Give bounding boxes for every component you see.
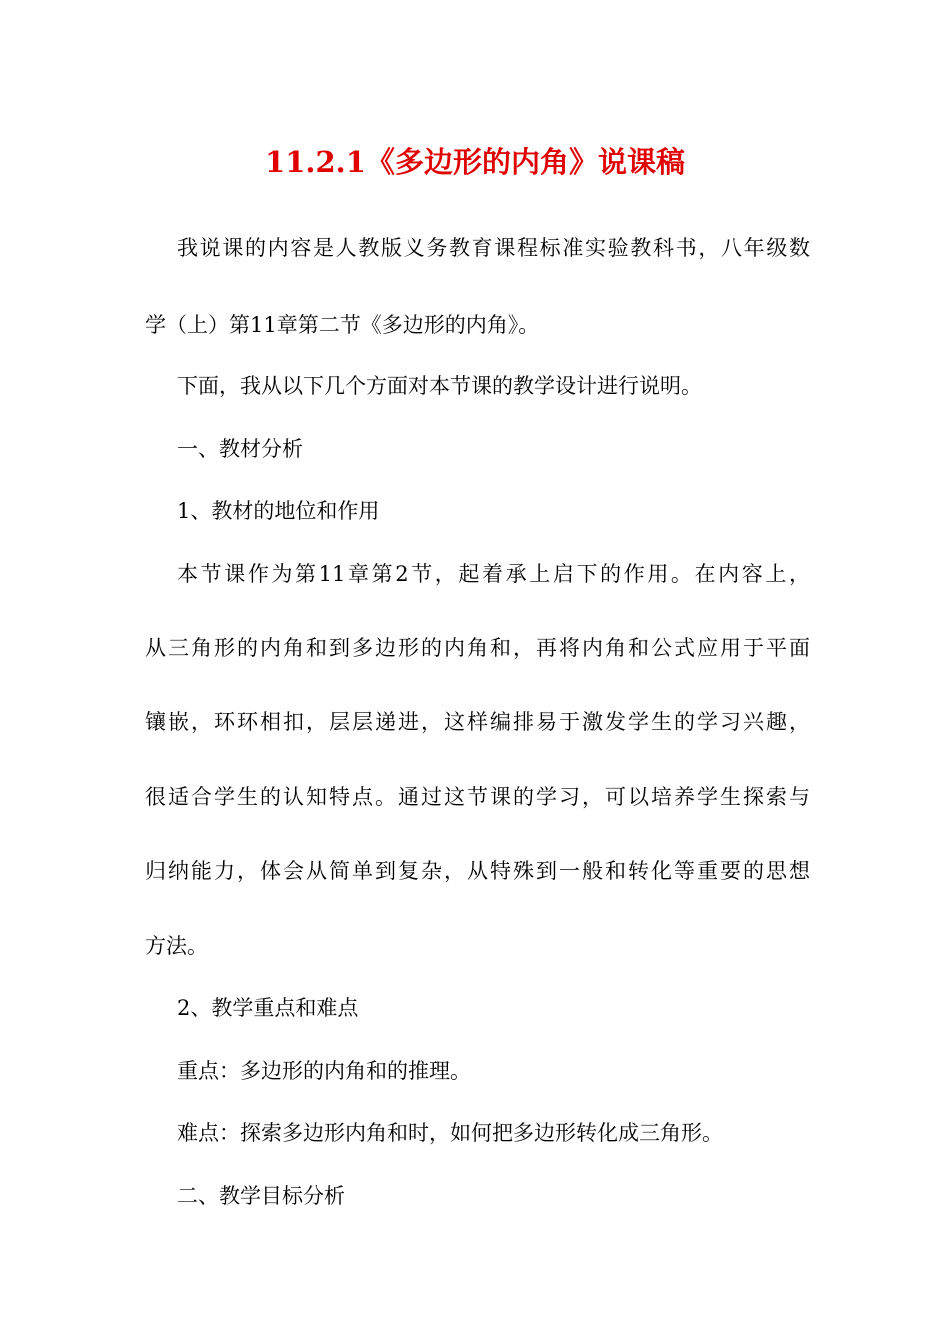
paragraph-line: 归纳能力，体会从简单到复杂，从特殊到一般和转化等重要的思想: [145, 859, 810, 883]
paragraph-line: 学（上）第11章第二节《多边形的内角》。: [145, 313, 540, 337]
document-title: 11.2.1《多边形的内角》说课稿: [265, 145, 685, 179]
section-heading: 一、教材分析: [177, 437, 303, 461]
paragraph-line: 难点：探索多边形内角和时，如何把多边形转化成三角形。: [177, 1121, 723, 1145]
subsection-heading: 1、教材的地位和作用: [177, 499, 380, 523]
paragraph-line: 我说课的内容是人教版义务教育课程标准实验教科书，八年级数: [177, 236, 810, 260]
paragraph-line: 方法。: [145, 934, 208, 958]
paragraph-line: 很适合学生的认知特点。通过这节课的学习，可以培养学生探索与: [145, 785, 810, 809]
subsection-heading: 2、教学重点和难点: [177, 996, 359, 1020]
paragraph-line: 下面，我从以下几个方面对本节课的教学设计进行说明。: [177, 374, 702, 398]
section-heading: 二、教学目标分析: [177, 1184, 345, 1208]
paragraph-line: 本节课作为第11章第2节，起着承上启下的作用。在内容上，: [177, 562, 810, 586]
paragraph-line: 重点：多边形的内角和的推理。: [177, 1059, 471, 1083]
paragraph-line: 镶嵌，环环相扣，层层递进，这样编排易于激发学生的学习兴趣，: [145, 710, 810, 734]
paragraph-line: 从三角形的内角和到多边形的内角和，再将内角和公式应用于平面: [145, 636, 810, 660]
